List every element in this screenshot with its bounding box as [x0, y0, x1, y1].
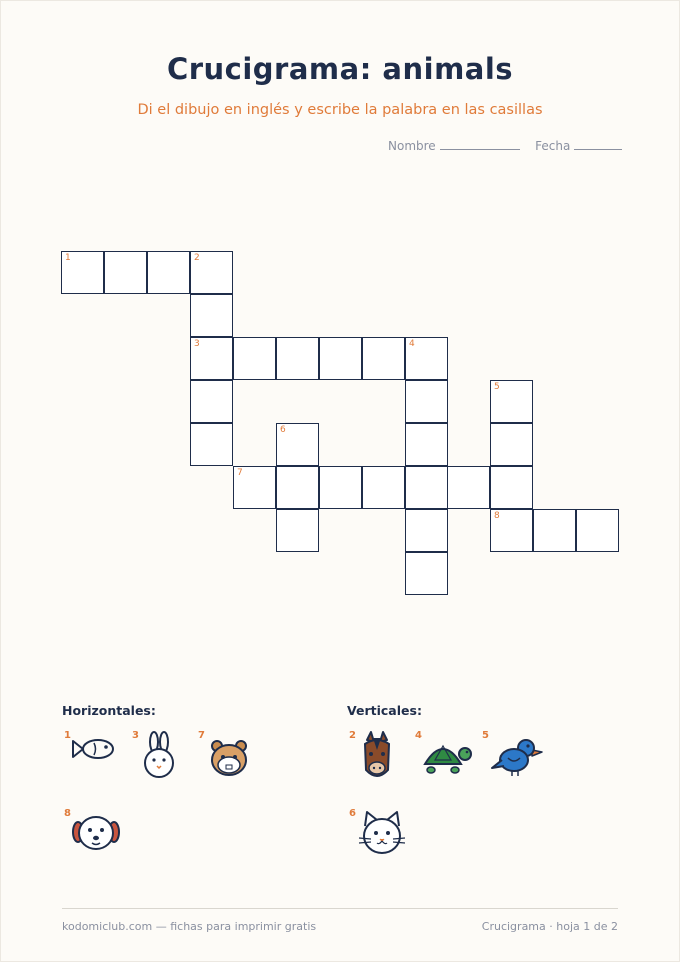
clue-number-8: 8 — [494, 511, 500, 521]
grid-cell[interactable] — [104, 251, 147, 294]
clue-down-2-number: 2 — [349, 730, 356, 741]
hamster-icon — [204, 730, 254, 780]
clue-number-4: 4 — [409, 339, 415, 349]
clue-number-3: 3 — [194, 339, 200, 349]
grid-cell[interactable] — [190, 337, 233, 380]
across-heading: Horizontales: — [62, 703, 156, 718]
page-subtitle: Di el dibujo en inglés y escribe la palabra en las casillas — [137, 102, 543, 118]
grid-cell[interactable] — [405, 423, 448, 466]
grid-cell[interactable] — [319, 337, 362, 380]
fish-icon — [70, 730, 122, 770]
footer-divider — [62, 908, 618, 909]
grid-cell[interactable] — [490, 380, 533, 423]
clue-down-6-number: 6 — [349, 808, 356, 819]
footer-site: kodomiclub.com — fichas para imprimir gratis — [62, 920, 317, 933]
grid-cell[interactable] — [233, 466, 276, 509]
clue-down-4-number: 4 — [415, 730, 422, 741]
grid-cell[interactable] — [233, 337, 276, 380]
page-title: Crucigrama: animals — [166, 52, 514, 86]
bird-icon — [488, 730, 544, 778]
clue-across-3-number: 3 — [132, 730, 139, 741]
name-label: Nombre — [388, 139, 436, 153]
grid-cell[interactable] — [447, 466, 490, 509]
clue-down-5-number: 5 — [482, 730, 489, 741]
grid-cell[interactable] — [61, 251, 104, 294]
clue-number-1: 1 — [65, 253, 71, 263]
grid-cell[interactable] — [319, 466, 362, 509]
name-blank[interactable] — [440, 139, 520, 150]
horse-icon — [355, 730, 399, 784]
grid-cell[interactable] — [276, 337, 319, 380]
grid-cell[interactable] — [533, 509, 576, 552]
name-date-line — [388, 139, 622, 153]
grid-cell[interactable] — [405, 466, 448, 509]
rabbit-icon — [138, 730, 182, 780]
clue-across-8 — [64, 808, 124, 864]
cat-icon — [355, 808, 409, 860]
grid-cell[interactable] — [405, 380, 448, 423]
clue-number-7: 7 — [237, 468, 243, 478]
grid-cell[interactable] — [405, 337, 448, 380]
grid-cell[interactable] — [490, 423, 533, 466]
grid-cell[interactable] — [490, 509, 533, 552]
grid-cell[interactable] — [190, 380, 233, 423]
clue-down-6 — [349, 808, 409, 864]
grid-cell[interactable] — [147, 251, 190, 294]
clue-number-5: 5 — [494, 382, 500, 392]
dog-icon — [70, 808, 122, 856]
clue-number-6: 6 — [280, 425, 286, 435]
grid-cell[interactable] — [190, 251, 233, 294]
clue-down-5 — [482, 730, 542, 786]
turtle-icon — [421, 730, 475, 778]
grid-cell[interactable] — [190, 294, 233, 337]
grid-cell[interactable] — [276, 466, 319, 509]
clue-across-3 — [132, 730, 192, 786]
clue-across-1 — [64, 730, 124, 786]
clue-across-8-number: 8 — [64, 808, 71, 819]
grid-cell[interactable] — [276, 423, 319, 466]
footer-page-info: Crucigrama · hoja 1 de 2 — [481, 920, 618, 933]
clue-across-1-number: 1 — [64, 730, 71, 741]
down-heading: Verticales: — [347, 703, 422, 718]
grid-cell[interactable] — [490, 466, 533, 509]
clue-down-2 — [349, 730, 409, 786]
date-blank[interactable] — [574, 139, 622, 150]
grid-cell[interactable] — [362, 466, 405, 509]
grid-cell[interactable] — [190, 423, 233, 466]
grid-cell[interactable] — [576, 509, 619, 552]
clue-across-7 — [198, 730, 258, 786]
grid-cell[interactable] — [405, 552, 448, 595]
grid-cell[interactable] — [362, 337, 405, 380]
clue-number-2: 2 — [194, 253, 200, 263]
grid-cell[interactable] — [405, 509, 448, 552]
clue-down-4 — [415, 730, 475, 786]
date-label: Fecha — [535, 139, 571, 153]
grid-cell[interactable] — [276, 509, 319, 552]
clue-across-7-number: 7 — [198, 730, 205, 741]
